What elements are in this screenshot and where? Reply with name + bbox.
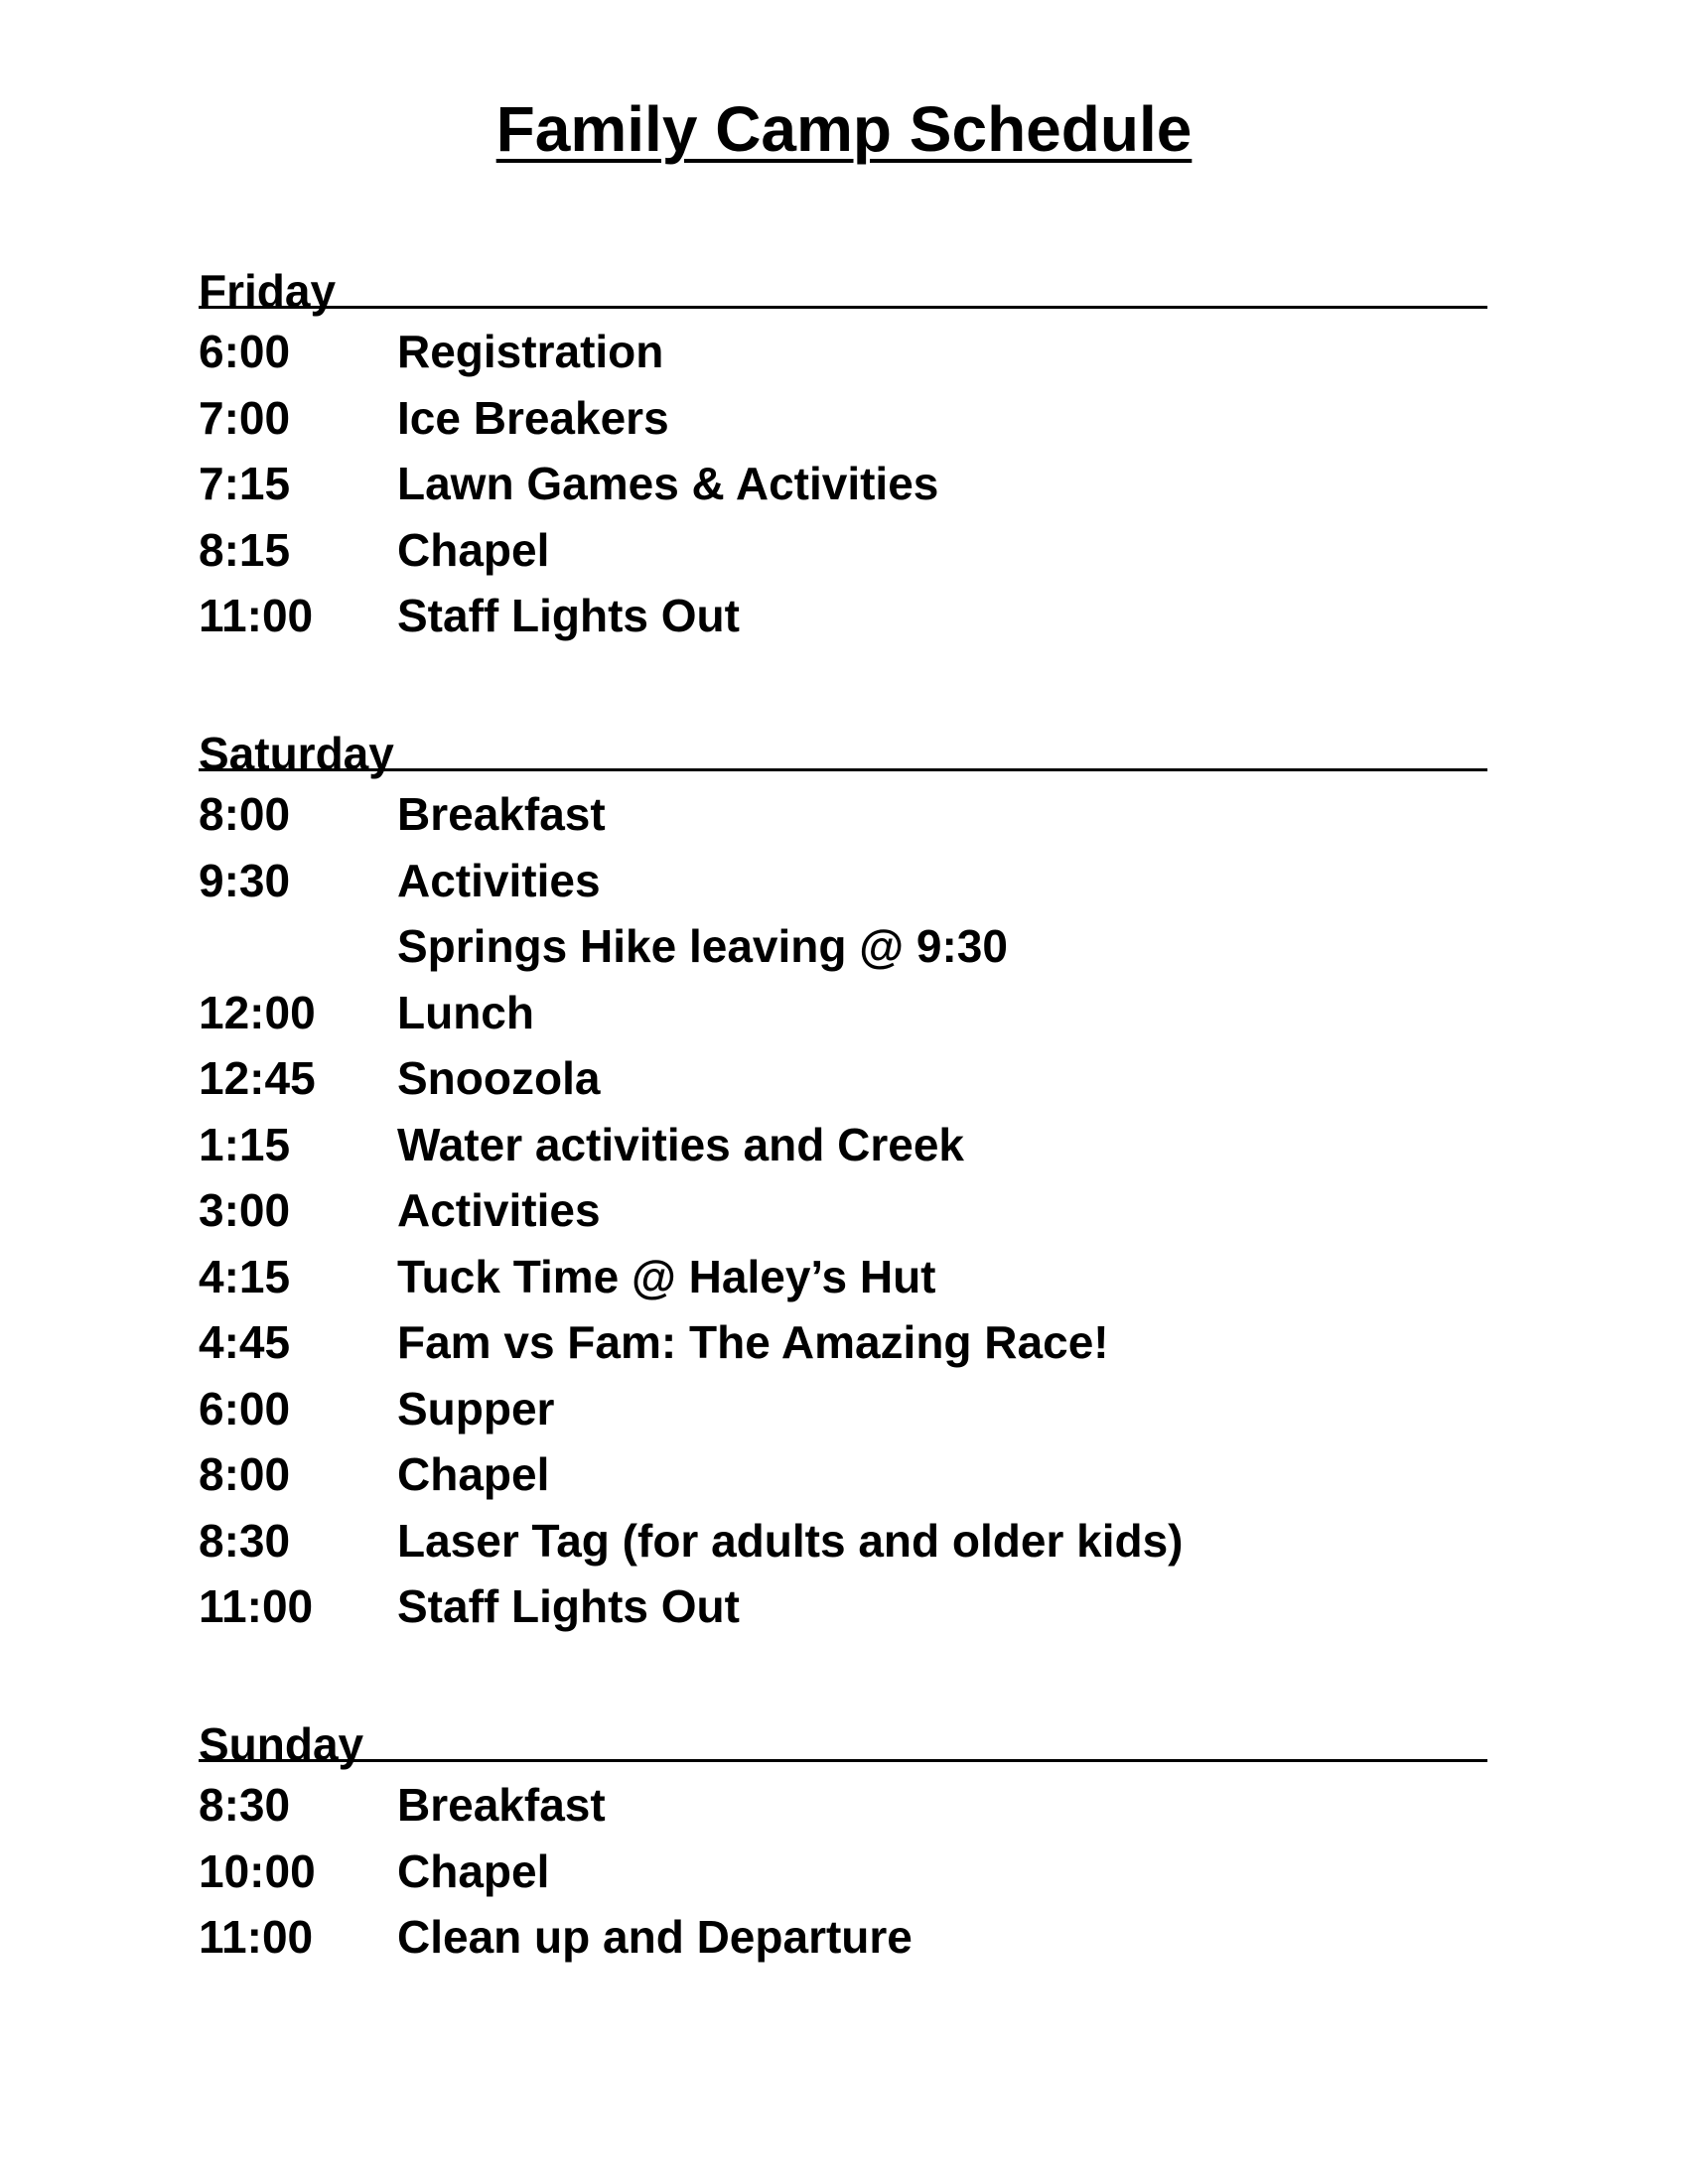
schedule-row	[199, 583, 1487, 649]
event-time: 4:45	[199, 1316, 291, 1368]
page-title-text: Family Camp Schedule	[495, 93, 1193, 165]
event-time: 12:45	[199, 1052, 316, 1104]
event-activity: Activities	[397, 854, 601, 906]
event-activity: Registration	[397, 326, 664, 377]
event-time: 1:15	[199, 1118, 291, 1170]
schedule-row	[199, 385, 1487, 452]
event-activity: Staff Lights Out	[397, 1580, 740, 1632]
schedule-row	[199, 1045, 1487, 1112]
event-activity: Activities	[397, 1184, 601, 1236]
day-section-sunday	[199, 1709, 1487, 1971]
schedule-row	[199, 781, 1487, 848]
event-time: 4:15	[199, 1250, 291, 1302]
schedule-row	[199, 1441, 1487, 1508]
event-activity: Staff Lights Out	[397, 590, 740, 641]
day-section-saturday	[199, 719, 1487, 1640]
schedule-row	[199, 1112, 1487, 1178]
event-time: 10:00	[199, 1844, 316, 1897]
event-activity: Chapel	[397, 1448, 550, 1500]
page-title	[0, 93, 1688, 165]
day-header-saturday	[199, 719, 1487, 779]
event-activity: Springs Hike leaving @ 9:30	[397, 920, 1008, 972]
event-time: 8:00	[199, 1448, 291, 1500]
schedule-row	[199, 451, 1487, 517]
schedule-row	[199, 319, 1487, 385]
event-time: 12:00	[199, 986, 316, 1038]
event-time: 6:00	[199, 326, 291, 377]
event-time: 6:00	[199, 1382, 291, 1434]
event-activity: Supper	[397, 1382, 555, 1434]
event-time: 8:30	[199, 1514, 291, 1567]
schedule-row	[199, 1177, 1487, 1244]
schedule-row	[199, 1309, 1487, 1376]
schedule-row	[199, 913, 1487, 980]
event-time: 7:15	[199, 458, 291, 509]
event-activity: Laser Tag (for adults and older kids)	[397, 1514, 1184, 1567]
event-activity: Clean up and Departure	[397, 1911, 913, 1963]
event-time: 8:00	[199, 788, 291, 840]
event-activity: Fam vs Fam: The Amazing Race!	[397, 1316, 1109, 1368]
event-activity: Chapel	[397, 1844, 550, 1897]
event-activity: Ice Breakers	[397, 391, 669, 444]
event-activity: Water activities and Creek	[397, 1118, 964, 1170]
event-activity: Chapel	[397, 523, 550, 576]
schedule-row	[199, 1508, 1487, 1574]
event-time: 8:30	[199, 1779, 291, 1831]
day-name: Saturday	[199, 728, 394, 779]
day-name: Sunday	[199, 1718, 364, 1770]
schedule-row	[199, 1772, 1487, 1839]
schedule-row	[199, 848, 1487, 914]
event-activity: Tuck Time @ Haley’s Hut	[397, 1250, 936, 1302]
event-time: 3:00	[199, 1184, 291, 1236]
event-time: 11:00	[199, 1911, 314, 1963]
event-time: 7:00	[199, 391, 291, 444]
day-name: Friday	[199, 265, 337, 317]
event-activity: Snoozola	[397, 1052, 601, 1104]
event-activity: Lunch	[397, 986, 534, 1038]
day-header-friday	[199, 256, 1487, 317]
event-activity: Breakfast	[397, 788, 606, 840]
schedule-row	[199, 517, 1487, 584]
event-time: 9:30	[199, 854, 291, 906]
schedule-row	[199, 1573, 1487, 1640]
schedule-row	[199, 1244, 1487, 1310]
event-activity: Breakfast	[397, 1779, 606, 1831]
schedule-row	[199, 1376, 1487, 1442]
schedule-row	[199, 980, 1487, 1046]
day-header-sunday	[199, 1709, 1487, 1770]
event-time: 11:00	[199, 1580, 314, 1632]
schedule-row	[199, 1904, 1487, 1971]
event-activity: Lawn Games & Activities	[397, 458, 939, 509]
event-time: 11:00	[199, 590, 314, 641]
day-section-friday	[199, 256, 1487, 649]
schedule-row	[199, 1839, 1487, 1905]
event-time: 8:15	[199, 523, 291, 576]
